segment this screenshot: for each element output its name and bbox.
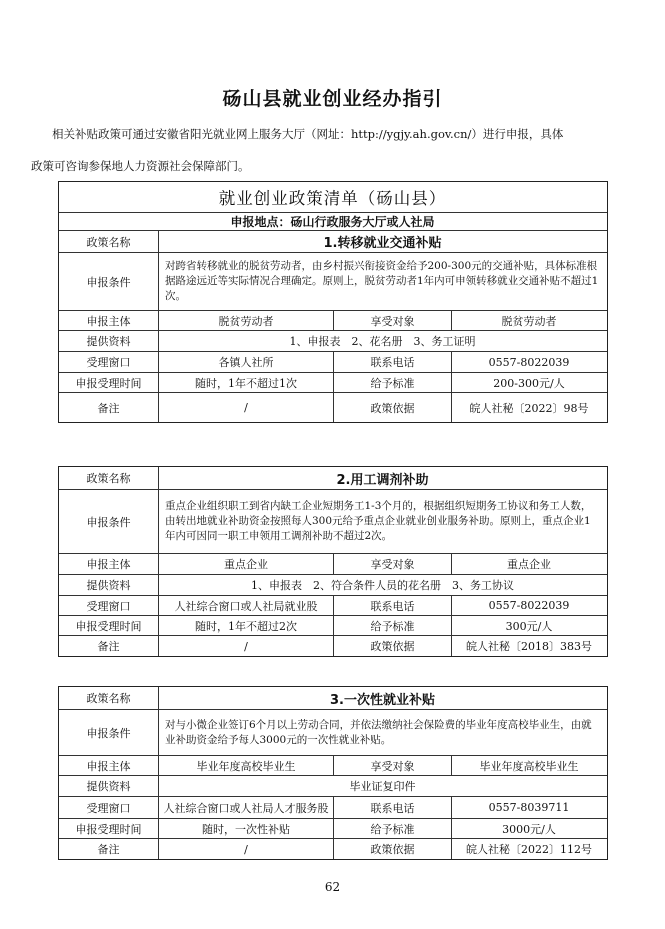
policy-subject: 脱贫劳动者: [158, 311, 333, 330]
policy-remarks: /: [158, 636, 333, 656]
label-subject: 申报主体: [86, 759, 131, 773]
label-policy-name: 政策名称: [86, 472, 131, 485]
window-row: [59, 595, 607, 615]
policy-name-row: [59, 467, 607, 489]
policy-name: 1.转移就业交通补贴: [158, 231, 606, 252]
label-basis: 政策依据: [333, 636, 451, 656]
label-standard: 给予标准: [333, 819, 451, 838]
policy-subject: 毕业年度高校毕业生: [158, 756, 333, 775]
conditions-row: [59, 252, 607, 310]
label-window: 受理窗口: [86, 801, 131, 815]
policy-phone: 0557-8022039: [451, 352, 606, 372]
label-policy-name: 政策名称: [86, 235, 131, 249]
table-subtitle: 申报地点：砀山行政服务大厅或人社局: [230, 215, 435, 229]
label-basis: 政策依据: [333, 393, 451, 422]
label-standard: 给予标准: [333, 373, 451, 392]
materials-row: [59, 574, 607, 595]
label-subject: 申报主体: [86, 558, 131, 571]
conditions-row: [59, 489, 607, 553]
policy-conditions: 重点企业组织职工到省内缺工企业短期务工1-3个月的，根据组织短期务工协议和务工人数，由转出地就业补助资金按照每人300元给予重点企业就业创业服务补助。原则上，重点企业1年内可因同一职工申领用工调剂补助不超过2次。: [158, 490, 606, 553]
policy-standard: 3000元/人: [451, 819, 606, 838]
policy-materials: 毕业证复印件: [158, 776, 606, 796]
label-remarks: 备注: [97, 401, 120, 415]
intro-text-line-2: 政策可咨询参保地人力资源社会保障部门。: [31, 159, 250, 173]
label-time: 申报受理时间: [75, 619, 142, 633]
label-phone: 联系电话: [333, 797, 451, 818]
policy-name: 2.用工调剂补助: [158, 467, 606, 489]
policy-basis: 皖人社秘〔2018〕383号: [451, 636, 606, 656]
policy-basis: 皖人社秘〔2022〕98号: [451, 393, 606, 422]
policy-conditions: 对跨省转移就业的脱贫劳动者，由乡村振兴衔接资金给予200-300元的交通补贴，具体标准根据路途远近等实际情况合理确定。原则上，脱贫劳动者1年内可申领转移就业交通补贴不超过1次。: [158, 253, 606, 310]
label-materials: 提供资料: [86, 335, 131, 348]
policy-table-2: [58, 466, 608, 657]
label-subject: 申报主体: [86, 314, 131, 328]
label-policy-name: 政策名称: [86, 692, 131, 705]
policy-standard: 200-300元/人: [451, 373, 606, 392]
label-phone: 联系电话: [333, 352, 451, 372]
intro-text-line-1: 相关补贴政策可通过安徽省阳光就业网上服务大厅（网址：http://ygjy.ah.gov.cn/）进行申报，具体: [52, 127, 564, 141]
label-phone: 联系电话: [333, 596, 451, 615]
label-time: 申报受理时间: [75, 822, 142, 836]
window-row: [59, 796, 607, 818]
conditions-row: [59, 709, 607, 755]
policy-beneficiary: 毕业年度高校毕业生: [451, 756, 606, 775]
policy-beneficiary: 重点企业: [451, 554, 606, 574]
policy-basis: 皖人社秘〔2022〕112号: [451, 839, 606, 859]
subject-row: [59, 310, 607, 330]
policy-name-row: [59, 230, 607, 252]
policy-subject: 重点企业: [158, 554, 333, 574]
policy-table-1: [58, 181, 608, 423]
time-row: [59, 372, 607, 392]
policy-standard: 300元/人: [451, 616, 606, 635]
table-title: 就业创业政策清单（砀山县）: [218, 189, 447, 208]
label-time: 申报受理时间: [75, 376, 142, 390]
policy-time: 随时，1年不超过2次: [158, 616, 333, 635]
subject-row: [59, 553, 607, 574]
policy-time: 随时，一次性补贴: [158, 819, 333, 838]
label-window: 受理窗口: [86, 356, 131, 369]
materials-row: [59, 775, 607, 796]
label-materials: 提供资料: [86, 579, 131, 592]
policy-time: 随时，1年不超过1次: [158, 373, 333, 392]
label-conditions: 申报条件: [86, 275, 131, 289]
remarks-row: [59, 838, 607, 859]
time-row: [59, 615, 607, 635]
remarks-row: [59, 635, 607, 656]
policy-name: 3.一次性就业补贴: [158, 687, 606, 709]
label-window: 受理窗口: [86, 599, 131, 613]
document-title: 砀山县就业创业经办指引: [222, 88, 443, 110]
label-conditions: 申报条件: [86, 726, 131, 740]
time-row: [59, 818, 607, 838]
label-basis: 政策依据: [333, 839, 451, 859]
label-materials: 提供资料: [86, 780, 131, 793]
label-beneficiary: 享受对象: [333, 756, 451, 775]
policy-beneficiary: 脱贫劳动者: [451, 311, 606, 330]
label-beneficiary: 享受对象: [333, 554, 451, 574]
subject-row: [59, 755, 607, 775]
label-standard: 给予标准: [333, 616, 451, 635]
table-title-row: [59, 182, 607, 212]
window-row: [59, 351, 607, 372]
label-conditions: 申报条件: [86, 515, 131, 529]
policy-table-3: [58, 686, 608, 860]
policy-conditions: 对与小微企业签订6个月以上劳动合同，并依法缴纳社会保险费的毕业年度高校毕业生，由就业补助资金给予每人3000元的一次性就业补贴。: [158, 710, 606, 755]
policy-name-row: [59, 687, 607, 709]
page-number: 62: [324, 880, 341, 894]
policy-materials: 1、申报表 2、花名册 3、务工证明: [158, 331, 606, 351]
remarks-row: [59, 392, 607, 422]
label-remarks: 备注: [97, 843, 120, 856]
policy-remarks: /: [158, 393, 333, 422]
policy-window: 各镇人社所: [158, 352, 333, 372]
policy-remarks: /: [158, 839, 333, 859]
label-beneficiary: 享受对象: [333, 311, 451, 330]
policy-window: 人社综合窗口或人社局人才服务股: [158, 797, 333, 818]
policy-phone: 0557-8039711: [451, 797, 606, 818]
table-subtitle-row: [59, 212, 607, 230]
policy-materials: 1、申报表 2、符合条件人员的花名册 3、务工协议: [158, 575, 606, 595]
materials-row: [59, 330, 607, 351]
label-remarks: 备注: [97, 640, 120, 653]
policy-window: 人社综合窗口或人社局就业股: [158, 596, 333, 615]
policy-phone: 0557-8022039: [451, 596, 606, 615]
